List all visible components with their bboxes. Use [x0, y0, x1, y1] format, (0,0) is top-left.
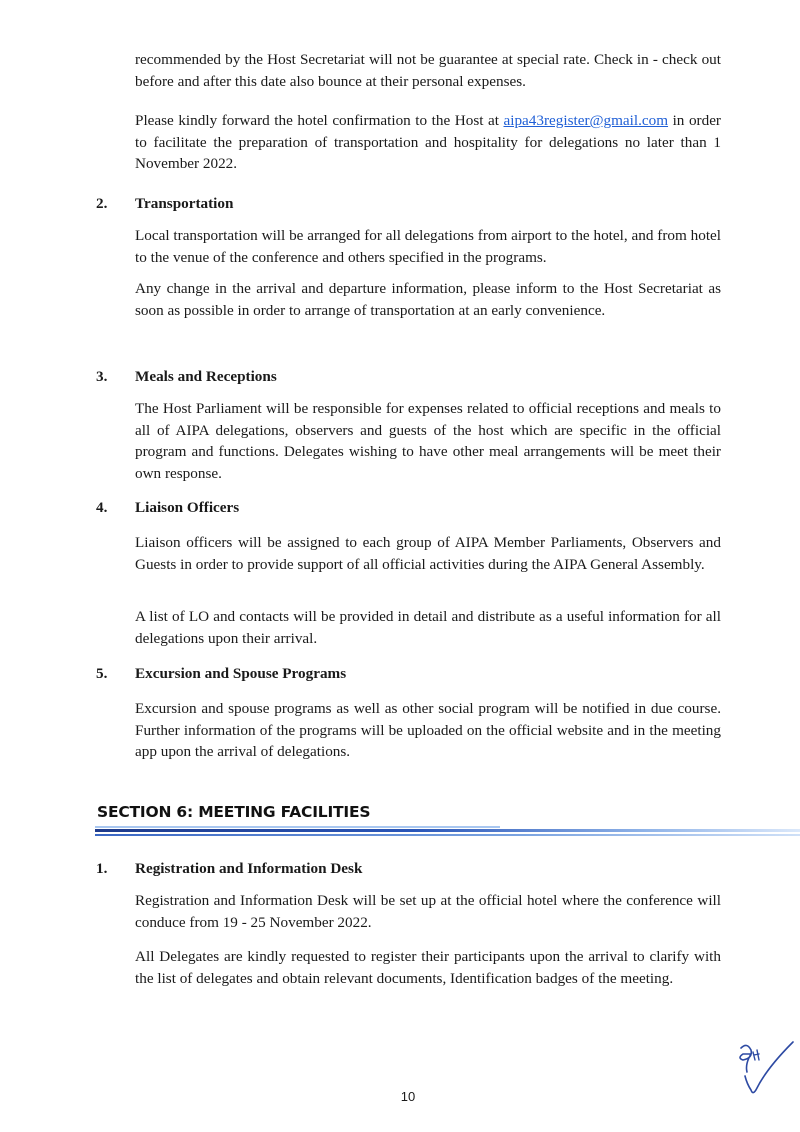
- item-number: 3.: [96, 368, 108, 385]
- heading-meals-and-receptions: [96, 366, 736, 388]
- section-rule-main: [95, 829, 800, 832]
- heading-registration-and-information-desk: [96, 858, 736, 880]
- hotel-confirmation-paragraph: [135, 110, 721, 175]
- heading-transportation: [96, 193, 736, 215]
- section-rule-lower: [95, 834, 800, 836]
- item-number: 4.: [96, 499, 108, 516]
- heading-liaison-officers: [96, 497, 736, 519]
- host-email-link[interactable]: aipa43register@gmail.com: [503, 112, 669, 129]
- meals-paragraph: The Host Parliament will be responsible for expenses related to official receptions and meals to all of AIPA delegations, observers and guests of the host which are specific in the official program and functions. Delegates wishing to have other meal arrangements will be meet their own response.: [135, 400, 721, 482]
- item-number: 5.: [96, 665, 108, 682]
- registration-paragraph-1: Registration and Information Desk will be set up at the official hotel where the conference will conduce from 19 - 25 November 2022.: [135, 892, 721, 931]
- item-title: Excursion and Spouse Programs: [135, 665, 347, 682]
- intro-paragraph: recommended by the Host Secretariat will not be guarantee at special rate. Check in - check out before and after this date also bounce at their personal expenses.: [135, 51, 721, 90]
- item-title: Transportation: [135, 195, 234, 212]
- hotel-confirmation-text-after: in order to facilitate the preparation of transportation and hospitality for delegations no later than 1 November 2022.: [135, 112, 721, 172]
- item-title: Registration and Information Desk: [135, 860, 363, 877]
- item-number: 2.: [96, 195, 108, 212]
- page-number: 10: [400, 1089, 416, 1104]
- transportation-paragraph-2: Any change in the arrival and departure information, please inform to the Host Secretariat as soon as possible in order to arrange of transportation at an early convenience.: [135, 280, 721, 319]
- liaison-paragraph-1: Liaison officers will be assigned to each group of AIPA Member Parliaments, Observers and Guests in order to provide support of all official activities during the AIPA General Assembly.: [135, 534, 721, 573]
- section-6-title: SECTION 6: MEETING FACILITIES: [97, 803, 371, 821]
- hotel-confirmation-text-before: Please kindly forward the hotel confirmation to the Host at: [135, 112, 504, 129]
- heading-excursion-and-spouse-programs: [96, 663, 736, 685]
- excursion-paragraph: Excursion and spouse programs as well as other social program will be notified in due course. Further information of the programs will be uploaded on the official website and in the meeting app upon the arrival of delegations.: [135, 700, 721, 760]
- registration-paragraph-2: All Delegates are kindly requested to register their participants upon the arrival to clarify with the list of delegates and obtain relevant documents, Identification badges of the meeting.: [135, 948, 721, 987]
- item-number: 1.: [96, 860, 108, 877]
- item-title: Liaison Officers: [135, 499, 240, 516]
- section-rule-thin: [95, 826, 500, 828]
- transportation-paragraph-1: Local transportation will be arranged for all delegations from airport to the hotel, and from hotel to the venue of the conference and others specified in the programs.: [135, 227, 721, 266]
- item-title: Meals and Receptions: [135, 368, 277, 385]
- liaison-paragraph-2: A list of LO and contacts will be provided in detail and distribute as a useful information for all delegations upon their arrival.: [135, 608, 721, 647]
